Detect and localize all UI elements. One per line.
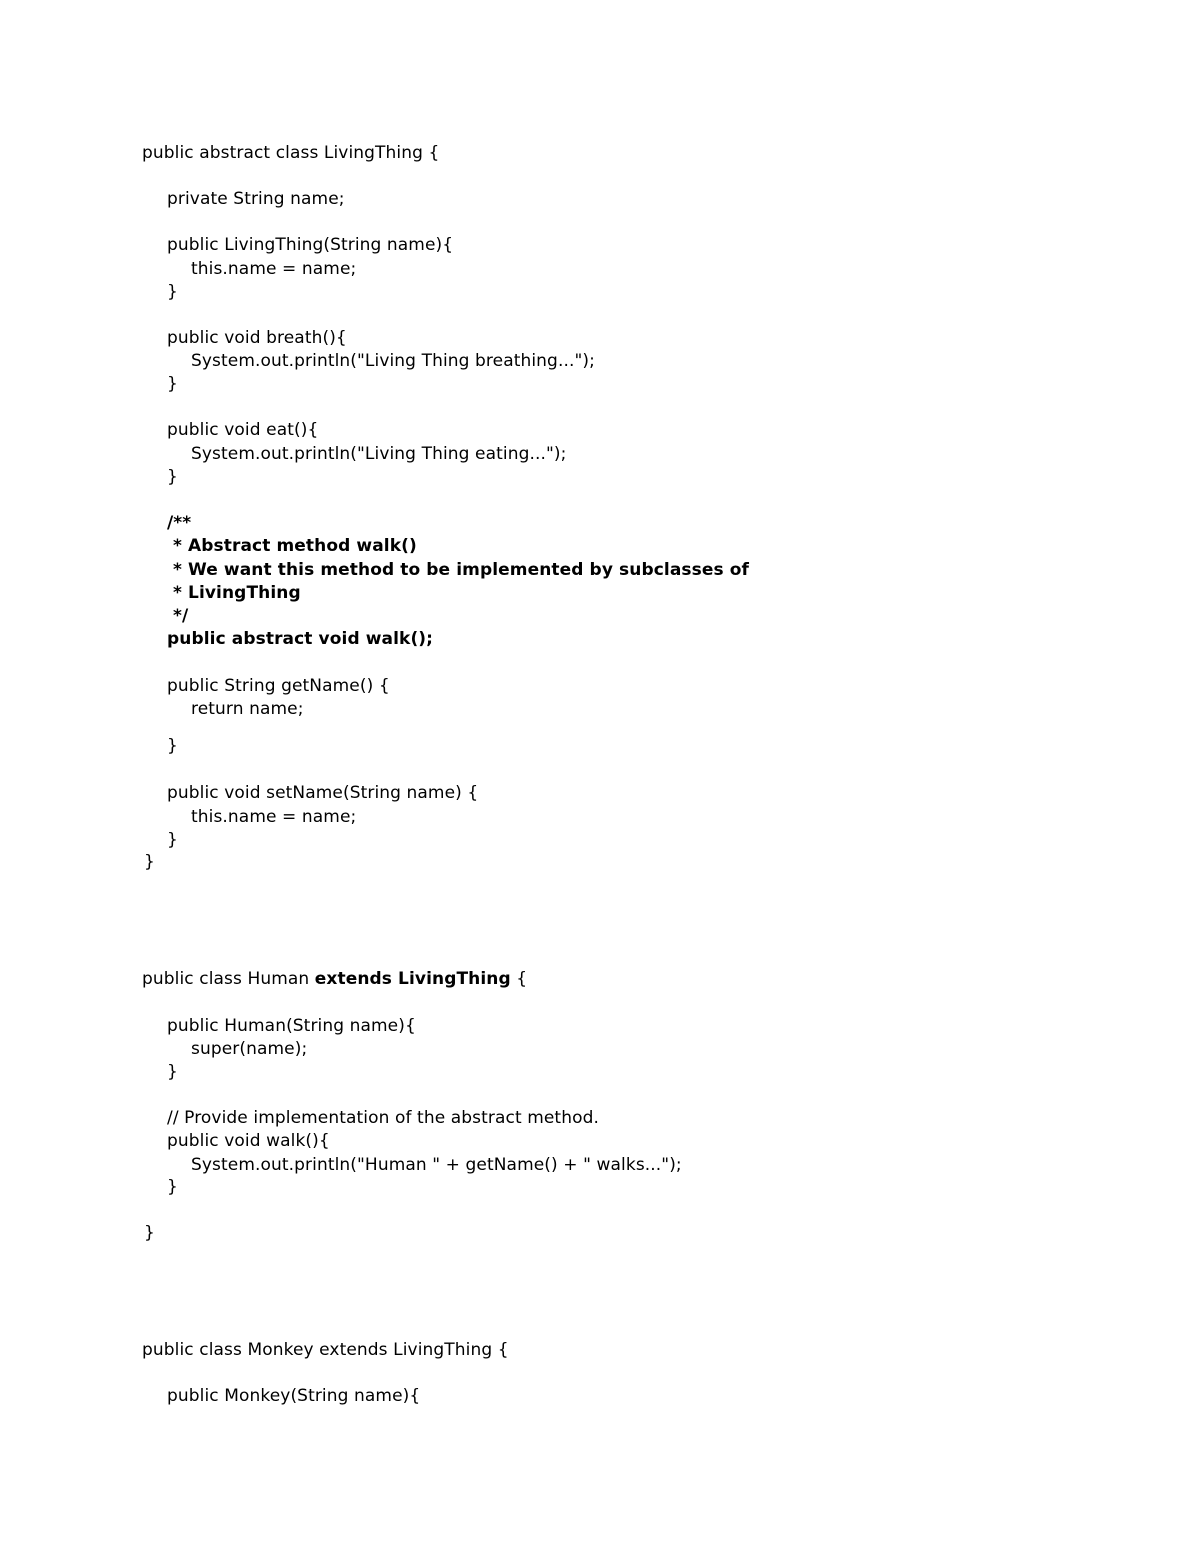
code-line: }	[144, 852, 155, 872]
code-line: this.name = name;	[191, 807, 357, 827]
code-line: public void breath(){	[167, 328, 347, 348]
code-line: public String getName() {	[167, 676, 390, 696]
comment-line: /**	[167, 513, 192, 533]
code-line	[142, 968, 527, 990]
code-line: }	[167, 374, 178, 394]
code-line: }	[167, 1177, 178, 1197]
code-line: public void walk(){	[167, 1131, 330, 1151]
code-line: System.out.println("Living Thing breathing...");	[191, 351, 595, 371]
comment-line: * Abstract method walk()	[173, 536, 417, 556]
code-line: super(name);	[191, 1039, 308, 1059]
code-line: }	[144, 1223, 155, 1243]
code-line: }	[167, 1062, 178, 1082]
comment-line: // Provide implementation of the abstract method.	[167, 1108, 599, 1128]
code-line: System.out.println("Living Thing eating...");	[191, 444, 567, 464]
code-line: public class Monkey extends LivingThing {	[142, 1340, 509, 1360]
code-line: }	[167, 736, 178, 756]
code-line: public Monkey(String name){	[167, 1386, 421, 1406]
code-line: }	[167, 830, 178, 850]
code-line: public Human(String name){	[167, 1016, 416, 1036]
code-text: public class Human	[142, 969, 315, 989]
comment-line: * LivingThing	[173, 583, 301, 603]
code-line: return name;	[191, 699, 304, 719]
code-line: }	[167, 282, 178, 302]
code-line: public LivingThing(String name){	[167, 235, 454, 255]
comment-line: */	[173, 606, 189, 626]
code-line: System.out.println("Human " + getName() + " walks...");	[191, 1155, 682, 1175]
comment-line: * We want this method to be implemented by subclasses of	[173, 560, 749, 580]
code-line: public abstract void walk();	[167, 629, 434, 649]
code-line: public abstract class LivingThing {	[142, 143, 440, 163]
code-line: }	[167, 467, 178, 487]
code-text-bold: extends LivingThing	[314, 969, 511, 989]
code-text: {	[510, 969, 528, 989]
code-line: private String name;	[167, 189, 345, 209]
code-line: public void eat(){	[167, 420, 319, 440]
code-line: public void setName(String name) {	[167, 783, 479, 803]
code-line: this.name = name;	[191, 259, 357, 279]
